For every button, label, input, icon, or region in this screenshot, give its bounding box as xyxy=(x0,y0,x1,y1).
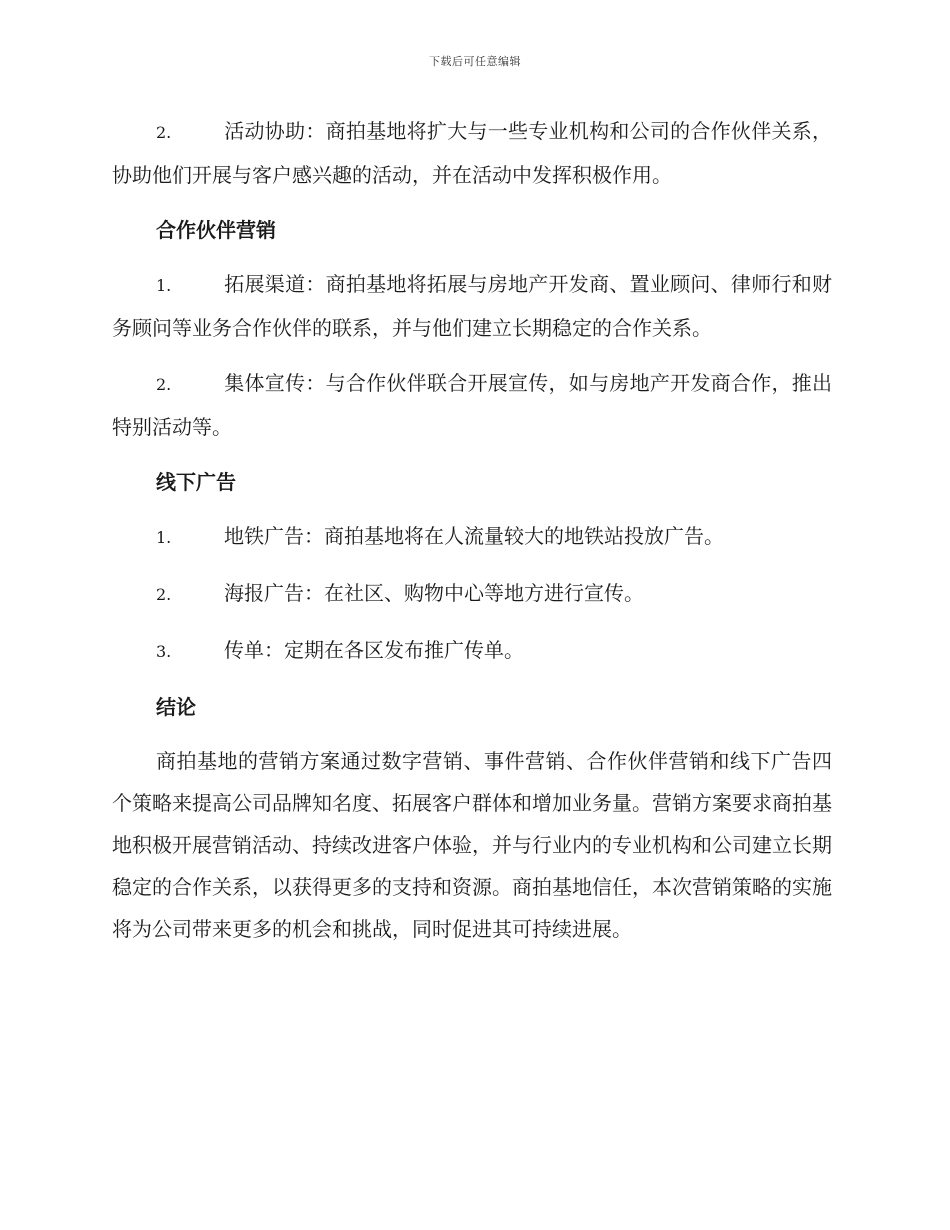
list-item-text: 活动协助：商拍基地将扩大与一些专业机构和公司的合作伙伴关系，协助他们开展与客户感兴趣的活动，并在活动中发挥积极作用。 xyxy=(112,119,832,187)
list-item-number: 2. xyxy=(156,123,172,142)
list-item xyxy=(112,362,832,448)
section-heading-offline: 线下广告 xyxy=(156,470,236,494)
list-item-number: 2. xyxy=(156,585,172,604)
list-item xyxy=(112,110,832,196)
document-body xyxy=(112,110,832,950)
list-item-text: 拓展渠道：商拍基地将拓展与房地产开发商、置业顾问、律师行和财务顾问等业务合作伙伴的联系，并与他们建立长期稳定的合作关系。 xyxy=(112,272,832,340)
list-item xyxy=(112,515,832,559)
list-item-text: 集体宣传：与合作伙伴联合开展宣传，如与房地产开发商合作，推出特别活动等。 xyxy=(112,371,832,439)
list-item xyxy=(112,629,832,673)
list-item-text: 地铁广告：商拍基地将在人流量较大的地铁站投放广告。 xyxy=(224,524,724,548)
list-item-text: 传单：定期在各区发布推广传单。 xyxy=(224,638,524,662)
list-item-number: 2. xyxy=(156,375,172,394)
section-heading-conclusion: 结论 xyxy=(156,695,196,719)
list-item xyxy=(112,572,832,616)
list-item-number: 1. xyxy=(156,528,172,547)
list-item xyxy=(112,263,832,349)
header-note: 下载后可任意编辑 xyxy=(429,55,521,68)
section-heading-partner: 合作伙伴营销 xyxy=(156,218,276,242)
list-item-number: 3. xyxy=(156,642,172,661)
conclusion-paragraph: 商拍基地的营销方案通过数字营销、事件营销、合作伙伴营销和线下广告四个策略来提高公司品牌知名度、拓展客户群体和增加业务量。营销方案要求商拍基地积极开展营销活动、持续改进客户体验，并与行业内的专业机构和公司建立长期稳定的合作关系，以获得更多的支持和资源。商拍基地信任，本次营销策略的实施将为公司带来更多的机会和挑战，同时促进其可持续进展。 xyxy=(112,749,832,941)
list-item-number: 1. xyxy=(156,276,172,295)
list-item-text: 海报广告：在社区、购物中心等地方进行宣传。 xyxy=(224,581,644,605)
